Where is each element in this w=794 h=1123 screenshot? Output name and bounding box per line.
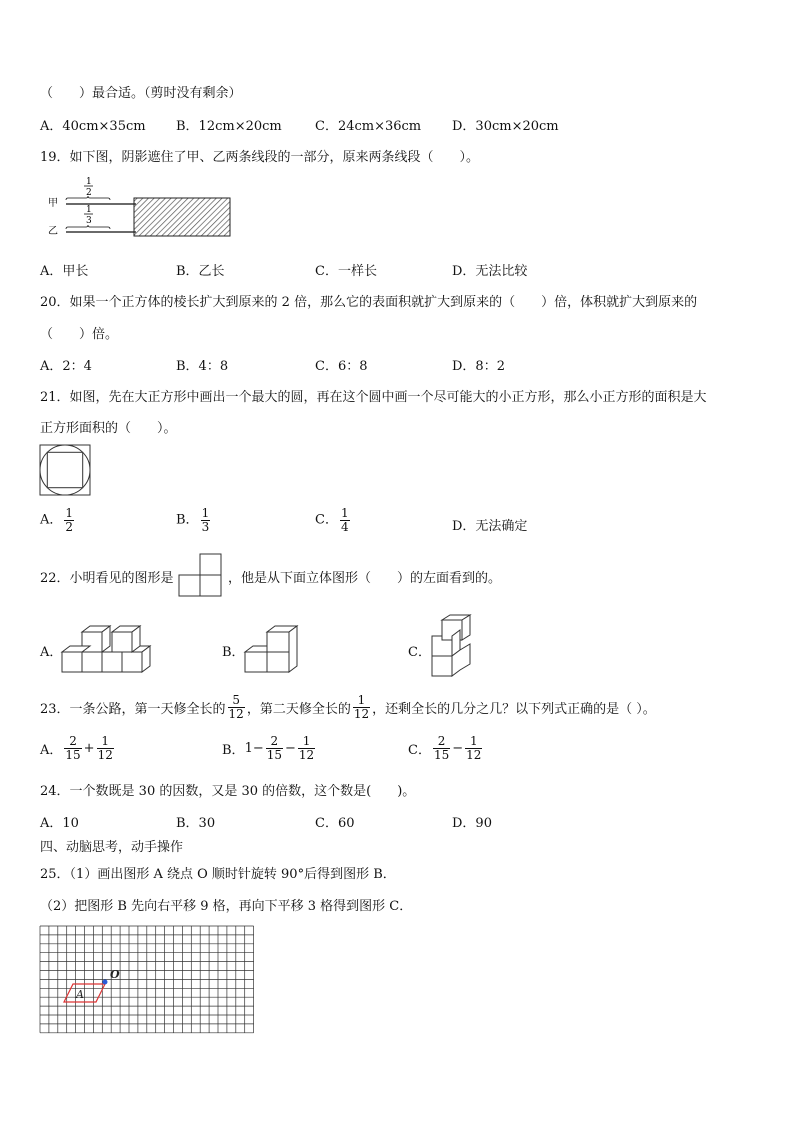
q21-option-c: C． $\frac{1}{4}$ bbox=[315, 506, 349, 534]
q20-option-b: B．4：8 bbox=[176, 359, 229, 374]
q22-option-a-label: A． bbox=[40, 645, 63, 660]
q18-option-b: B．12cm×20cm bbox=[176, 119, 282, 134]
q19-option-d: D．无法比较 bbox=[452, 264, 528, 279]
q20-text-line2: （ ）倍。 bbox=[40, 327, 119, 342]
point-o bbox=[103, 980, 108, 985]
q22-option-a-figure bbox=[60, 620, 160, 680]
q22-text-post: ，他是从下面立体图形（ ）的左面看到的。 bbox=[228, 571, 502, 586]
q24-option-b: B．30 bbox=[176, 816, 216, 831]
fig-bot-numerator: 1 bbox=[86, 205, 92, 215]
q22-left-view-figure bbox=[178, 552, 224, 598]
q22-option-b-label: B． bbox=[222, 645, 245, 660]
q19-option-b: B．乙长 bbox=[176, 264, 225, 279]
q19-option-a: A．甲长 bbox=[40, 264, 89, 279]
q19-option-c: C．一样长 bbox=[315, 264, 377, 279]
q23-option-b: B． 1− $\frac{2}{15}$ − $\frac{1}{12}$ bbox=[222, 734, 315, 762]
q21-option-d: D．无法确定 bbox=[452, 519, 528, 534]
q24-option-c: C．60 bbox=[315, 816, 355, 831]
q25-grid-figure bbox=[39, 925, 255, 1035]
q22-option-b-figure bbox=[243, 620, 313, 680]
fig-bot-denominator: 3 bbox=[86, 216, 92, 226]
fig-top-numerator: 1 bbox=[86, 177, 92, 187]
q24-option-d: D．90 bbox=[452, 816, 492, 831]
section-4-heading: 四、动脑思考，动手操作 bbox=[40, 840, 184, 855]
shaded-cover bbox=[134, 198, 230, 236]
shape-a-label: A bbox=[76, 988, 84, 1001]
q25-part2: （2）把图形 B 先向右平移 9 格，再向下平移 3 格得到图形 C． bbox=[40, 899, 413, 914]
point-o-label: O bbox=[110, 968, 120, 981]
fig-top-denominator: 2 bbox=[86, 188, 92, 198]
q20-option-a: A．2：4 bbox=[40, 359, 92, 374]
q24-text: 24．一个数既是 30 的因数，又是 30 的倍数，这个数是( )。 bbox=[40, 784, 416, 799]
q18-tail: （ ）最合适。（剪时没有剩余） bbox=[40, 86, 242, 101]
q18-option-c: C．24cm×36cm bbox=[315, 119, 422, 134]
q23-option-c: C． $\frac{2}{15}$ − $\frac{1}{12}$ bbox=[408, 734, 482, 762]
q21-option-b: B． $\frac{1}{3}$ bbox=[176, 506, 210, 534]
q20-option-d: D．8：2 bbox=[452, 359, 505, 374]
q24-option-a: A．10 bbox=[40, 816, 79, 831]
q21-square-circle-figure bbox=[38, 443, 94, 499]
q19-text: 19．如下图，阴影遮住了甲、乙两条线段的一部分，原来两条线段（ ）。 bbox=[40, 150, 480, 165]
q21-option-a: A． $\frac{1}{2}$ bbox=[40, 506, 74, 534]
fig-label-yi: 乙 bbox=[48, 226, 58, 237]
q22-option-c-figure bbox=[430, 614, 480, 684]
q18-option-d: D．30cm×20cm bbox=[452, 119, 559, 134]
q20-text-line1: 20．如果一个正方体的棱长扩大到原来的 2 倍，那么它的表面积就扩大到原来的（ ）倍，体积就扩大到原来的 bbox=[40, 295, 698, 310]
q20-option-c: C．6：8 bbox=[315, 359, 368, 374]
q19-segment-figure bbox=[40, 176, 240, 240]
q21-text-line1: 21．如图，先在大正方形中画出一个最大的圆，再在这个圆中画一个尽可能大的小正方形，那么小正方形的面积是大 bbox=[40, 390, 707, 405]
q23-option-a: A． $\frac{2}{15}$ + $\frac{1}{12}$ bbox=[40, 734, 113, 762]
fig-label-jia: 甲 bbox=[48, 198, 58, 209]
q23-text: 23．一条公路，第一天修全长的 $\frac{5}{12}$ ，第二天修全长的 $\frac{1}{12}$ ，还剩全长的几分之几？以下列式正确的是（ ）。 bbox=[40, 693, 656, 721]
q21-text-line2: 正方形面积的（ ）。 bbox=[40, 421, 177, 436]
q22-text-pre: 22．小明看见的图形是 bbox=[40, 571, 174, 586]
q25-part1: 25．（1）画出图形 A 绕点 O 顺时针旋转 90°后得到图形 B． bbox=[40, 867, 396, 882]
q22-option-c-label: C． bbox=[408, 645, 431, 660]
q18-option-a: A．40cm×35cm bbox=[40, 119, 146, 134]
